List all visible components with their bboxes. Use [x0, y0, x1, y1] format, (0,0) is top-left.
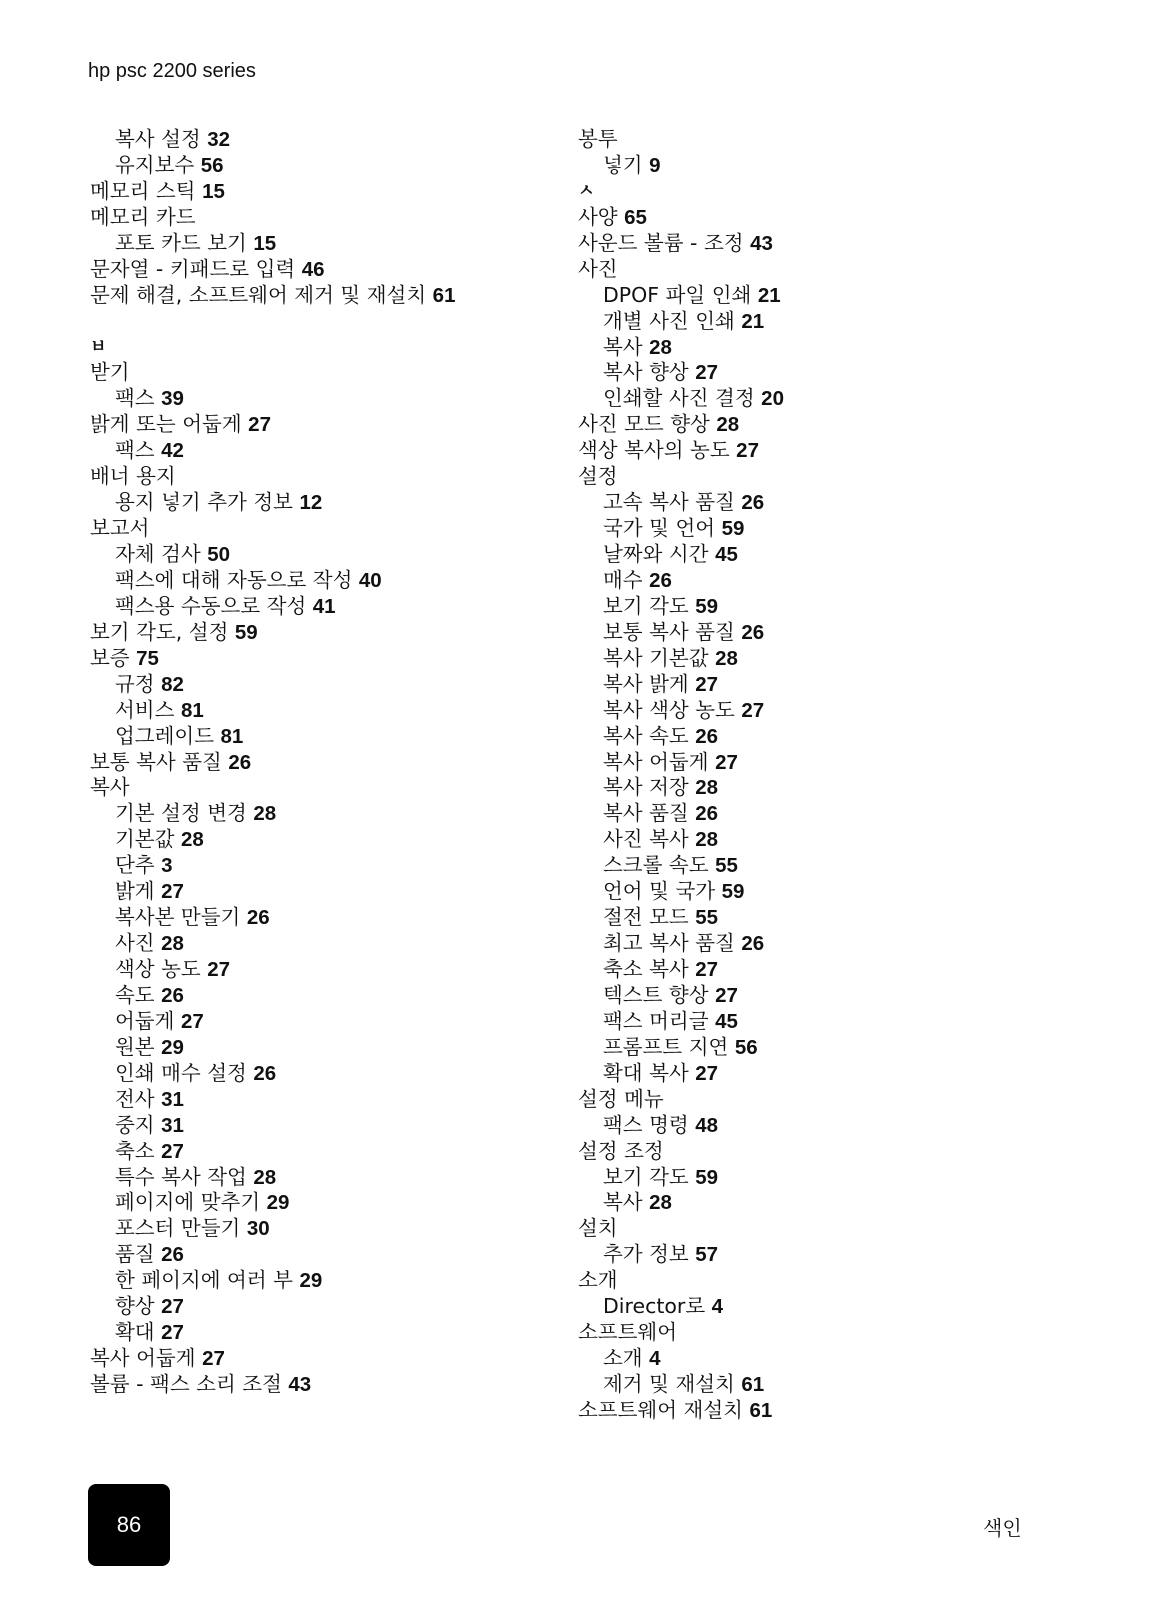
index-term: 설치	[578, 1216, 618, 1241]
index-page-ref: 81	[180, 698, 204, 722]
index-term: 볼륨 - 팩스 소리 조절	[90, 1372, 289, 1396]
index-term: 밝게	[115, 879, 162, 904]
index-term: 제거 및 재설치	[603, 1372, 742, 1396]
index-term: 추가 정보	[603, 1242, 696, 1267]
index-term: 메모리 스틱	[90, 178, 203, 203]
index-subentry	[90, 1139, 530, 1165]
index-subentry	[578, 335, 1038, 361]
index-entry	[578, 1320, 1038, 1346]
index-term: 사운드 볼륨 - 조정	[578, 230, 751, 255]
index-page-ref: 31	[161, 1087, 184, 1111]
index-page-ref: 41	[312, 594, 336, 618]
index-subentry	[90, 1087, 530, 1113]
index-subentry	[578, 542, 1038, 568]
index-page-ref: 45	[715, 543, 738, 566]
index-subentry	[578, 153, 1038, 179]
index-term: 규정	[115, 671, 162, 696]
index-term: 단추	[115, 853, 162, 878]
index-term: 팩스 명령	[603, 1112, 696, 1137]
index-subentry	[578, 386, 1038, 412]
index-term: 사진	[578, 256, 618, 281]
index-term: 복사 설정	[115, 127, 208, 151]
index-subentry	[578, 905, 1038, 931]
index-subentry	[90, 1320, 530, 1346]
index-page-ref: 40	[358, 568, 382, 592]
index-page-ref: 43	[288, 1373, 312, 1396]
index-entry	[578, 1398, 1038, 1424]
index-subentry	[90, 1035, 530, 1061]
index-subentry	[90, 672, 530, 698]
index-page-ref: 59	[695, 1165, 719, 1189]
index-term: 유지보수	[115, 152, 201, 177]
index-subentry	[90, 386, 530, 412]
index-term: 사진	[115, 931, 162, 956]
index-term: 보증	[90, 645, 137, 670]
index-page-ref: 55	[715, 854, 738, 878]
index-term: 팩스 머리글	[603, 1008, 716, 1033]
index-subentry	[578, 1009, 1038, 1035]
index-term: 설정 조정	[578, 1138, 664, 1163]
index-subentry	[578, 283, 1038, 309]
index-entry	[578, 1216, 1038, 1242]
index-page-ref: 27	[736, 439, 759, 463]
index-term: 복사 어둡게	[603, 749, 716, 774]
index-page-ref: 26	[695, 802, 719, 826]
index-subentry	[90, 568, 530, 594]
index-page-ref: 61	[741, 1373, 765, 1396]
index-term: 소프트웨어 재설치	[578, 1397, 750, 1422]
index-page-ref: 3	[161, 854, 173, 878]
index-subentry	[578, 1294, 1038, 1320]
index-subentry	[578, 309, 1038, 335]
index-term: 품질	[115, 1242, 162, 1267]
index-subentry	[578, 1242, 1038, 1268]
index-page-ref: 27	[161, 1295, 184, 1319]
index-term: 보기 각도	[603, 593, 696, 618]
index-page-ref: 15	[253, 231, 277, 255]
index-term: 소프트웨어	[578, 1320, 678, 1345]
index-term: 보고서	[90, 516, 150, 541]
index-term: 봉투	[578, 127, 618, 151]
index-page-ref: 27	[207, 958, 231, 981]
index-term: 복사	[603, 334, 650, 359]
index-subentry	[578, 1165, 1038, 1191]
index-page-ref: 59	[721, 517, 745, 541]
index-subentry	[90, 724, 530, 750]
index-page-ref: 27	[695, 672, 719, 696]
index-term: 특수 복사 작업	[115, 1164, 254, 1189]
index-subentry	[578, 801, 1038, 827]
index-page-ref: 27	[715, 983, 738, 1007]
index-term: 사진 복사	[603, 827, 696, 852]
index-subentry	[90, 957, 530, 983]
index-page-ref: 61	[749, 1398, 773, 1422]
index-term: 축소	[115, 1138, 162, 1163]
index-term: Director로	[603, 1294, 712, 1319]
index-page-ref: 65	[624, 205, 647, 229]
index-term: 팩스에 대해 자동으로 작성	[115, 567, 359, 592]
index-page-ref: 56	[200, 153, 224, 177]
index-term: 절전 모드	[603, 905, 696, 930]
index-subentry	[578, 568, 1038, 594]
index-term: 설정 메뉴	[578, 1086, 664, 1111]
index-term: 소개	[578, 1268, 618, 1293]
index-subentry	[578, 1346, 1038, 1372]
index-subentry	[90, 1268, 530, 1294]
index-page-ref: 43	[750, 231, 773, 255]
index-term: 팩스	[115, 438, 162, 463]
index-term: 스크롤 속도	[603, 853, 716, 878]
index-page-ref: 29	[161, 1035, 184, 1059]
index-page-ref: 45	[715, 1009, 738, 1033]
index-subentry	[90, 1294, 530, 1320]
index-entry	[90, 205, 530, 231]
index-page-ref: 27	[695, 1061, 719, 1085]
index-page-ref: 28	[649, 1191, 672, 1215]
index-term: ㅂ	[90, 336, 107, 357]
index-entry	[90, 257, 530, 283]
index-subentry	[90, 1165, 530, 1191]
index-subentry	[90, 1061, 530, 1087]
index-column-right	[578, 127, 1038, 1424]
index-entry	[578, 1268, 1038, 1294]
index-term: 중지	[115, 1112, 162, 1137]
index-term: 복사 어둡게	[90, 1346, 203, 1371]
index-term: 보기 각도, 설정	[90, 619, 235, 644]
index-term: 복사 밝게	[603, 671, 696, 696]
index-page-ref: 26	[741, 620, 765, 644]
index-term: 보기 각도	[603, 1164, 696, 1189]
index-term: 사양	[578, 204, 625, 229]
index-page-ref: 42	[161, 439, 184, 463]
index-column-left	[90, 127, 530, 1398]
index-page-ref: 4	[711, 1295, 724, 1319]
index-page-ref: 55	[695, 906, 719, 930]
index-page-ref: 26	[253, 1061, 277, 1085]
index-subentry	[90, 879, 530, 905]
index-subentry	[90, 1009, 530, 1035]
index-page-ref: 81	[220, 724, 244, 748]
index-page-ref: 28	[253, 802, 277, 826]
index-entry	[90, 1346, 530, 1372]
index-page-ref: 27	[741, 698, 765, 722]
index-term: 팩스	[115, 386, 162, 411]
index-subentry	[578, 879, 1038, 905]
index-term: 배너 용지	[90, 464, 176, 489]
index-page-ref: 21	[741, 309, 765, 333]
index-subentry	[578, 827, 1038, 853]
index-subentry	[90, 1216, 530, 1242]
index-term: 프롬프트 지연	[603, 1034, 735, 1059]
index-subentry	[90, 490, 530, 516]
index-term: 보통 복사 품질	[603, 619, 742, 644]
index-page-ref: 15	[202, 179, 225, 203]
index-section-letter	[90, 335, 530, 361]
index-term: 메모리 카드	[90, 204, 196, 229]
index-page-ref: 32	[207, 128, 231, 151]
index-term: 기본 설정 변경	[115, 801, 254, 826]
index-page-ref: 27	[161, 1321, 184, 1345]
index-subentry	[578, 957, 1038, 983]
index-subentry	[578, 1113, 1038, 1139]
index-page-ref: 26	[246, 906, 270, 930]
index-page-ref: 26	[695, 724, 719, 748]
index-page-ref: 27	[180, 1009, 204, 1033]
index-term: 매수	[603, 567, 650, 592]
index-subentry	[578, 853, 1038, 879]
index-term: 복사 색상 농도	[603, 697, 742, 722]
index-subentry	[90, 438, 530, 464]
index-entry	[90, 646, 530, 672]
index-term: 복사 저장	[603, 775, 696, 800]
index-subentry	[578, 983, 1038, 1009]
index-page-ref: 39	[161, 387, 184, 411]
index-term: 축소 복사	[603, 957, 696, 981]
index-entry	[90, 412, 530, 438]
index-page-ref: 26	[741, 932, 765, 956]
index-page-ref: 28	[161, 932, 184, 956]
index-page-ref: 75	[136, 646, 159, 670]
index-term: 문자열 - 키패드로 입력	[90, 256, 302, 281]
index-term: 팩스용 수동으로 작성	[115, 593, 313, 618]
index-entry	[578, 438, 1038, 464]
index-entry	[90, 775, 530, 801]
index-page-ref: 26	[161, 1243, 184, 1267]
index-page-ref: 28	[695, 776, 719, 800]
index-entry	[90, 516, 530, 542]
index-term: 색상 농도	[115, 957, 208, 981]
index-page-ref: 12	[299, 491, 323, 515]
index-subentry	[578, 516, 1038, 542]
index-term: 복사 기본값	[603, 645, 716, 670]
index-page-ref: 50	[207, 543, 231, 566]
index-page-ref: 30	[246, 1217, 270, 1241]
index-subentry	[90, 1113, 530, 1139]
index-term: 받기	[90, 360, 130, 385]
index-term: 포토 카드 보기	[115, 230, 254, 255]
index-page-ref: 28	[180, 828, 204, 852]
index-entry	[578, 127, 1038, 153]
index-term: 속도	[115, 982, 162, 1007]
index-page-ref: 31	[161, 1113, 184, 1137]
index-term: 어둡게	[115, 1008, 181, 1033]
index-term: 자체 검사	[115, 542, 208, 566]
index-term: 확대 복사	[603, 1060, 696, 1085]
index-subentry	[578, 620, 1038, 646]
section-name: 색인	[983, 1516, 1022, 1540]
index-page-ref: 57	[695, 1243, 719, 1267]
index-page-ref: 26	[649, 568, 672, 592]
index-subentry	[90, 542, 530, 568]
index-term: 복사 속도	[603, 723, 696, 748]
index-page-ref: 9	[649, 153, 661, 177]
index-page-ref: 82	[161, 672, 184, 696]
index-page-ref: 61	[432, 283, 456, 307]
index-subentry	[90, 827, 530, 853]
index-term: 날짜와 시간	[603, 542, 716, 566]
index-page-ref: 20	[761, 387, 784, 411]
index-spacer	[90, 309, 530, 335]
index-term: 사진 모드 향상	[578, 412, 717, 437]
index-subentry	[578, 672, 1038, 698]
index-term: 복사	[603, 1190, 650, 1215]
index-page-ref: 27	[202, 1347, 225, 1371]
index-subentry	[578, 594, 1038, 620]
index-subentry	[90, 853, 530, 879]
index-term: 전사	[115, 1086, 162, 1111]
index-subentry	[578, 1372, 1038, 1398]
index-page-ref: 26	[228, 750, 252, 774]
index-term: 인쇄할 사진 결정	[603, 386, 762, 411]
index-term: 향상	[115, 1294, 162, 1319]
index-term: 한 페이지에 여러 부	[115, 1268, 300, 1293]
index-entry	[578, 1139, 1038, 1165]
index-subentry	[578, 360, 1038, 386]
index-page-ref: 27	[161, 880, 184, 904]
index-entry	[578, 464, 1038, 490]
index-subentry	[578, 490, 1038, 516]
index-term: 문제 해결, 소프트웨어 제거 및 재설치	[90, 282, 433, 307]
index-term: 보통 복사 품질	[90, 749, 229, 774]
index-term: 소개	[603, 1346, 650, 1371]
index-page-ref: 4	[649, 1347, 661, 1371]
index-subentry	[90, 1190, 530, 1216]
index-term: 기본값	[115, 827, 181, 852]
index-subentry	[578, 1190, 1038, 1216]
index-subentry	[578, 750, 1038, 776]
index-subentry	[578, 1035, 1038, 1061]
index-term: 원본	[115, 1034, 162, 1059]
index-page-ref: 27	[161, 1139, 184, 1163]
index-page-ref: 26	[741, 491, 765, 515]
index-term: 복사	[90, 775, 130, 800]
index-page-ref: 56	[734, 1035, 758, 1059]
index-entry	[90, 283, 530, 309]
index-entry	[578, 412, 1038, 438]
index-term: 설정	[578, 464, 618, 489]
index-page-ref: 27	[715, 750, 738, 774]
index-page-ref: 26	[161, 983, 184, 1007]
index-page-ref: 27	[248, 413, 271, 437]
index-term: 밝게 또는 어둡게	[90, 412, 249, 437]
index-subentry	[578, 1061, 1038, 1087]
index-subentry	[90, 127, 530, 153]
index-subentry	[90, 594, 530, 620]
index-page-ref: 21	[757, 283, 781, 307]
index-term: 텍스트 향상	[603, 982, 716, 1007]
index-subentry	[90, 905, 530, 931]
index-page-ref: 27	[695, 361, 719, 385]
index-entry	[578, 205, 1038, 231]
index-term: 최고 복사 품질	[603, 931, 742, 956]
index-subentry	[578, 724, 1038, 750]
index-page-ref: 28	[695, 828, 719, 852]
index-subentry	[90, 801, 530, 827]
index-page-ref: 59	[234, 620, 258, 644]
index-entry	[90, 179, 530, 205]
index-entry	[578, 257, 1038, 283]
index-entry	[90, 360, 530, 386]
index-term: 복사 향상	[603, 360, 696, 385]
index-entry	[90, 750, 530, 776]
index-page-ref: 29	[266, 1191, 290, 1215]
index-term: 국가 및 언어	[603, 516, 722, 541]
index-subentry	[578, 931, 1038, 957]
index-term: 언어 및 국가	[603, 879, 722, 904]
index-section-letter	[578, 179, 1038, 205]
index-term: 인쇄 매수 설정	[115, 1060, 254, 1085]
index-entry	[578, 231, 1038, 257]
index-term: 색상 복사의 농도	[578, 438, 737, 463]
index-term: 포스터 만들기	[115, 1216, 247, 1241]
index-page-ref: 59	[721, 880, 745, 904]
running-header: hp psc 2200 series	[88, 60, 256, 82]
index-page-ref: 46	[301, 257, 325, 281]
index-subentry	[90, 231, 530, 257]
index-page-ref: 59	[695, 594, 719, 618]
index-entry	[90, 464, 530, 490]
index-term: 개별 사진 인쇄	[603, 308, 742, 333]
index-subentry	[90, 698, 530, 724]
index-page-ref: 27	[695, 958, 719, 981]
index-term: ㅅ	[578, 180, 595, 201]
index-term: 복사본 만들기	[115, 905, 247, 930]
index-term: 확대	[115, 1320, 162, 1345]
index-page-ref: 28	[253, 1165, 277, 1189]
index-page-ref: 29	[299, 1269, 323, 1293]
index-term: 페이지에 맞추기	[115, 1190, 267, 1215]
index-page-ref: 28	[649, 335, 672, 359]
index-page-ref: 28	[715, 646, 738, 670]
index-page-ref: 48	[695, 1113, 719, 1137]
index-entry	[90, 1372, 530, 1398]
index-term: 업그레이드	[115, 723, 221, 748]
index-term: 고속 복사 품질	[603, 490, 742, 515]
index-term: DPOF 파일 인쇄	[603, 282, 758, 307]
index-page-ref: 28	[716, 413, 740, 437]
index-subentry	[90, 983, 530, 1009]
index-term: 복사 품질	[603, 801, 696, 826]
index-subentry	[578, 698, 1038, 724]
index-subentry	[90, 1242, 530, 1268]
index-term: 용지 넣기 추가 정보	[115, 490, 300, 515]
page-number-badge: 86	[88, 1484, 170, 1566]
index-subentry	[578, 775, 1038, 801]
index-term: 넣기	[603, 152, 650, 177]
index-subentry	[578, 646, 1038, 672]
index-entry	[578, 1087, 1038, 1113]
index-term: 서비스	[115, 697, 181, 722]
index-subentry	[90, 931, 530, 957]
index-entry	[90, 620, 530, 646]
index-subentry	[90, 153, 530, 179]
